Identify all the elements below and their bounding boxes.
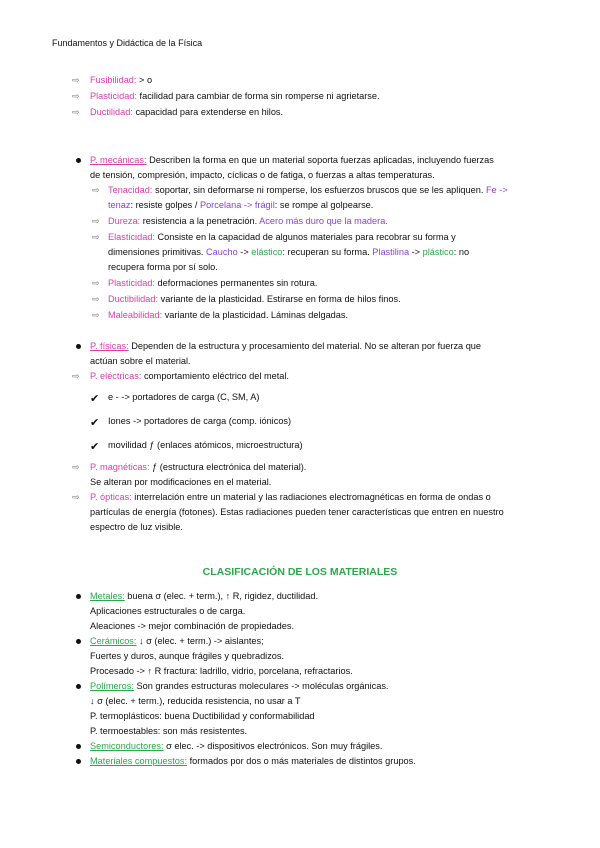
paragraph-line: [108, 183, 508, 198]
arrow-bullet-icon: ⇨: [92, 216, 100, 226]
paragraph-line: [108, 292, 401, 307]
paragraph-line: [90, 589, 318, 604]
term-label: Tenacidad:: [108, 185, 153, 195]
term-text: Dependen de la estructura y procesamiento del material. No se alteran por fuerza que: [128, 341, 482, 351]
term-text: : recuperan su forma.: [282, 247, 373, 257]
term-text: : resiste golpes /: [130, 200, 200, 210]
paragraph-line: [90, 490, 491, 505]
term-text: ->: [409, 247, 423, 257]
arrow-bullet-icon: ⇨: [92, 310, 100, 320]
term-text: ->: [237, 247, 252, 257]
paragraph-line: [108, 214, 388, 229]
term-text: : no: [453, 247, 470, 257]
example-text: plástico: [422, 247, 454, 257]
term-text: comportamiento eléctrico del metal.: [141, 371, 289, 381]
arrow-bullet-icon: ⇨: [92, 278, 100, 288]
paragraph-line: [108, 308, 348, 323]
bullet-icon: [76, 684, 81, 689]
bullet-icon: [76, 594, 81, 599]
term-label: Materiales compuestos:: [90, 756, 188, 766]
term-label: P. magnéticas:: [90, 462, 150, 472]
term-label: Plasticidad:: [108, 278, 155, 288]
example-text: Fe ->: [485, 185, 508, 195]
arrow-bullet-icon: ⇨: [72, 492, 80, 502]
term-text: > o: [136, 75, 153, 85]
bullet-icon: [76, 344, 81, 349]
paragraph-line: partículas de energía (fotones). Estas radiaciones pueden tener características que entren en nuestro: [90, 507, 504, 517]
bullet-icon: [76, 744, 81, 749]
paragraph-line: [108, 245, 469, 260]
term-text: ƒ (estructura electrónica del material).: [149, 462, 307, 472]
paragraph-line: [90, 634, 264, 649]
paragraph-line: espectro de luz visible.: [90, 522, 183, 532]
term-label: Dureza:: [108, 216, 141, 226]
term-label: P. ópticas:: [90, 492, 132, 502]
list-item: Iones -> portadores de carga (comp. iónicos): [108, 416, 292, 426]
paragraph-line: [90, 153, 494, 168]
paragraph-line: actúan sobre el material.: [90, 356, 191, 366]
checkmark-icon: ✔: [90, 441, 100, 453]
term-text: Son grandes estructuras moleculares -> moléculas orgánicas.: [133, 681, 389, 691]
term-text: ↓ σ (elec. + term.) -> aislantes;: [136, 636, 264, 646]
term-label: P. mecánicas:: [90, 155, 147, 165]
term-label: Elasticidad:: [108, 232, 155, 242]
term-label: Polímeros:: [90, 681, 134, 691]
paragraph-line: de tensión, compresión, impacto, cíclicas o de fatiga, o fuerzas a altas temperaturas.: [90, 170, 435, 180]
example-text: Porcelana -> frágil: [199, 200, 275, 210]
term-text: Consiste en la capacidad de algunos materiales para recobrar su forma y: [154, 232, 456, 242]
paragraph-line: [108, 198, 373, 213]
term-label: Semiconductores:: [90, 741, 164, 751]
arrow-bullet-icon: ⇨: [92, 232, 100, 242]
list-item: [90, 73, 152, 88]
paragraph-line: [90, 369, 289, 384]
example-text: Caucho: [206, 247, 238, 257]
paragraph-line: ↓ σ (elec. + term.), reducida resistencia, no usar a T: [90, 696, 301, 706]
term-text: σ elec. -> dispositivos electrónicos. Son muy frágiles.: [163, 741, 383, 751]
term-text: deformaciones permanentes sin rotura.: [154, 278, 318, 288]
term-text: formados por dos o más materiales de distintos grupos.: [187, 756, 416, 766]
page-header: Fundamentos y Didáctica de la Física: [52, 38, 203, 48]
term-text: buena σ (elec. + term.), ↑ R, rigidez, ductilidad.: [124, 591, 319, 601]
bullet-icon: [76, 639, 81, 644]
term-text: dimensiones primitivas.: [108, 247, 207, 257]
paragraph-line: recupera forma por sí solo.: [108, 262, 218, 272]
section-title: CLASIFICACIÓN DE LOS MATERIALES: [202, 566, 398, 578]
bullet-icon: [76, 759, 81, 764]
arrow-bullet-icon: ⇨: [92, 294, 100, 304]
term-label: Plasticidad:: [90, 91, 137, 101]
term-text: interrelación entre un material y las radiaciones electromagnéticas en forma de ondas o: [131, 492, 491, 502]
term-label: Cerámicos:: [90, 636, 137, 646]
checkmark-icon: ✔: [90, 393, 100, 405]
paragraph-line: [90, 754, 416, 769]
term-label: Ductibilidad:: [108, 294, 159, 304]
term-text: variante de la plasticidad. Estirarse en forma de hilos finos.: [158, 294, 401, 304]
arrow-bullet-icon: ⇨: [72, 107, 80, 117]
term-label: Metales:: [90, 591, 125, 601]
term-text: Describen la forma en que un material soporta fuerzas aplicadas, incluyendo fuerzas: [146, 155, 494, 165]
paragraph-line: [108, 276, 317, 291]
term-label: Fusibilidad:: [90, 75, 137, 85]
term-text: facilidad para cambiar de forma sin romperse ni agrietarse.: [136, 91, 380, 101]
paragraph-line: Se alteran por modificaciones en el material.: [90, 477, 272, 487]
paragraph-line: [90, 339, 481, 354]
example-text: elástico: [251, 247, 283, 257]
term-text: : se rompe al golpearse.: [274, 200, 374, 210]
arrow-bullet-icon: ⇨: [92, 185, 100, 195]
example-text: tenaz: [108, 200, 131, 210]
paragraph-line: Aplicaciones estructurales o de carga.: [90, 606, 246, 616]
arrow-bullet-icon: ⇨: [72, 462, 80, 472]
arrow-bullet-icon: ⇨: [72, 371, 80, 381]
paragraph-line: [90, 679, 389, 694]
paragraph-line: Aleaciones -> mejor combinación de propiedades.: [90, 621, 295, 631]
list-item: [90, 105, 283, 120]
list-item: movilidad ƒ (enlaces atómicos, microestructura): [108, 440, 303, 450]
term-text: soportar, sin deformarse ni romperse, los esfuerzos bruscos que se les apliquen.: [152, 185, 484, 195]
paragraph-line: P. termoestables: son más resistentes.: [90, 726, 248, 736]
list-item: e - -> portadores de carga (C, SM, A): [108, 392, 260, 402]
paragraph-line: Procesado -> ↑ R fractura: ladrillo, vidrio, porcelana, refractarios.: [90, 666, 353, 676]
checkmark-icon: ✔: [90, 417, 100, 429]
term-label: Maleabilidad:: [108, 310, 163, 320]
term-text: resistencia a la penetración.: [140, 216, 260, 226]
term-label: Ductilidad:: [90, 107, 133, 117]
example-text: Plastilina: [372, 247, 410, 257]
paragraph-line: [108, 230, 456, 245]
term-text: variante de la plasticidad. Láminas delgadas.: [162, 310, 349, 320]
bullet-icon: [76, 158, 81, 163]
term-text: capacidad para extenderse en hilos.: [132, 107, 284, 117]
list-item: [90, 89, 380, 104]
term-label: P. físicas:: [90, 341, 129, 351]
term-label: P. eléctricas:: [90, 371, 142, 381]
paragraph-line: Fuertes y duros, aunque frágiles y quebradizos.: [90, 651, 285, 661]
arrow-bullet-icon: ⇨: [72, 75, 80, 85]
paragraph-line: [90, 460, 306, 475]
paragraph-line: P. termoplásticos: buena Ductibilidad y conformabilidad: [90, 711, 315, 721]
arrow-bullet-icon: ⇨: [72, 91, 80, 101]
paragraph-line: [90, 739, 382, 754]
example-text: Acero más duro que la madera.: [259, 216, 388, 226]
